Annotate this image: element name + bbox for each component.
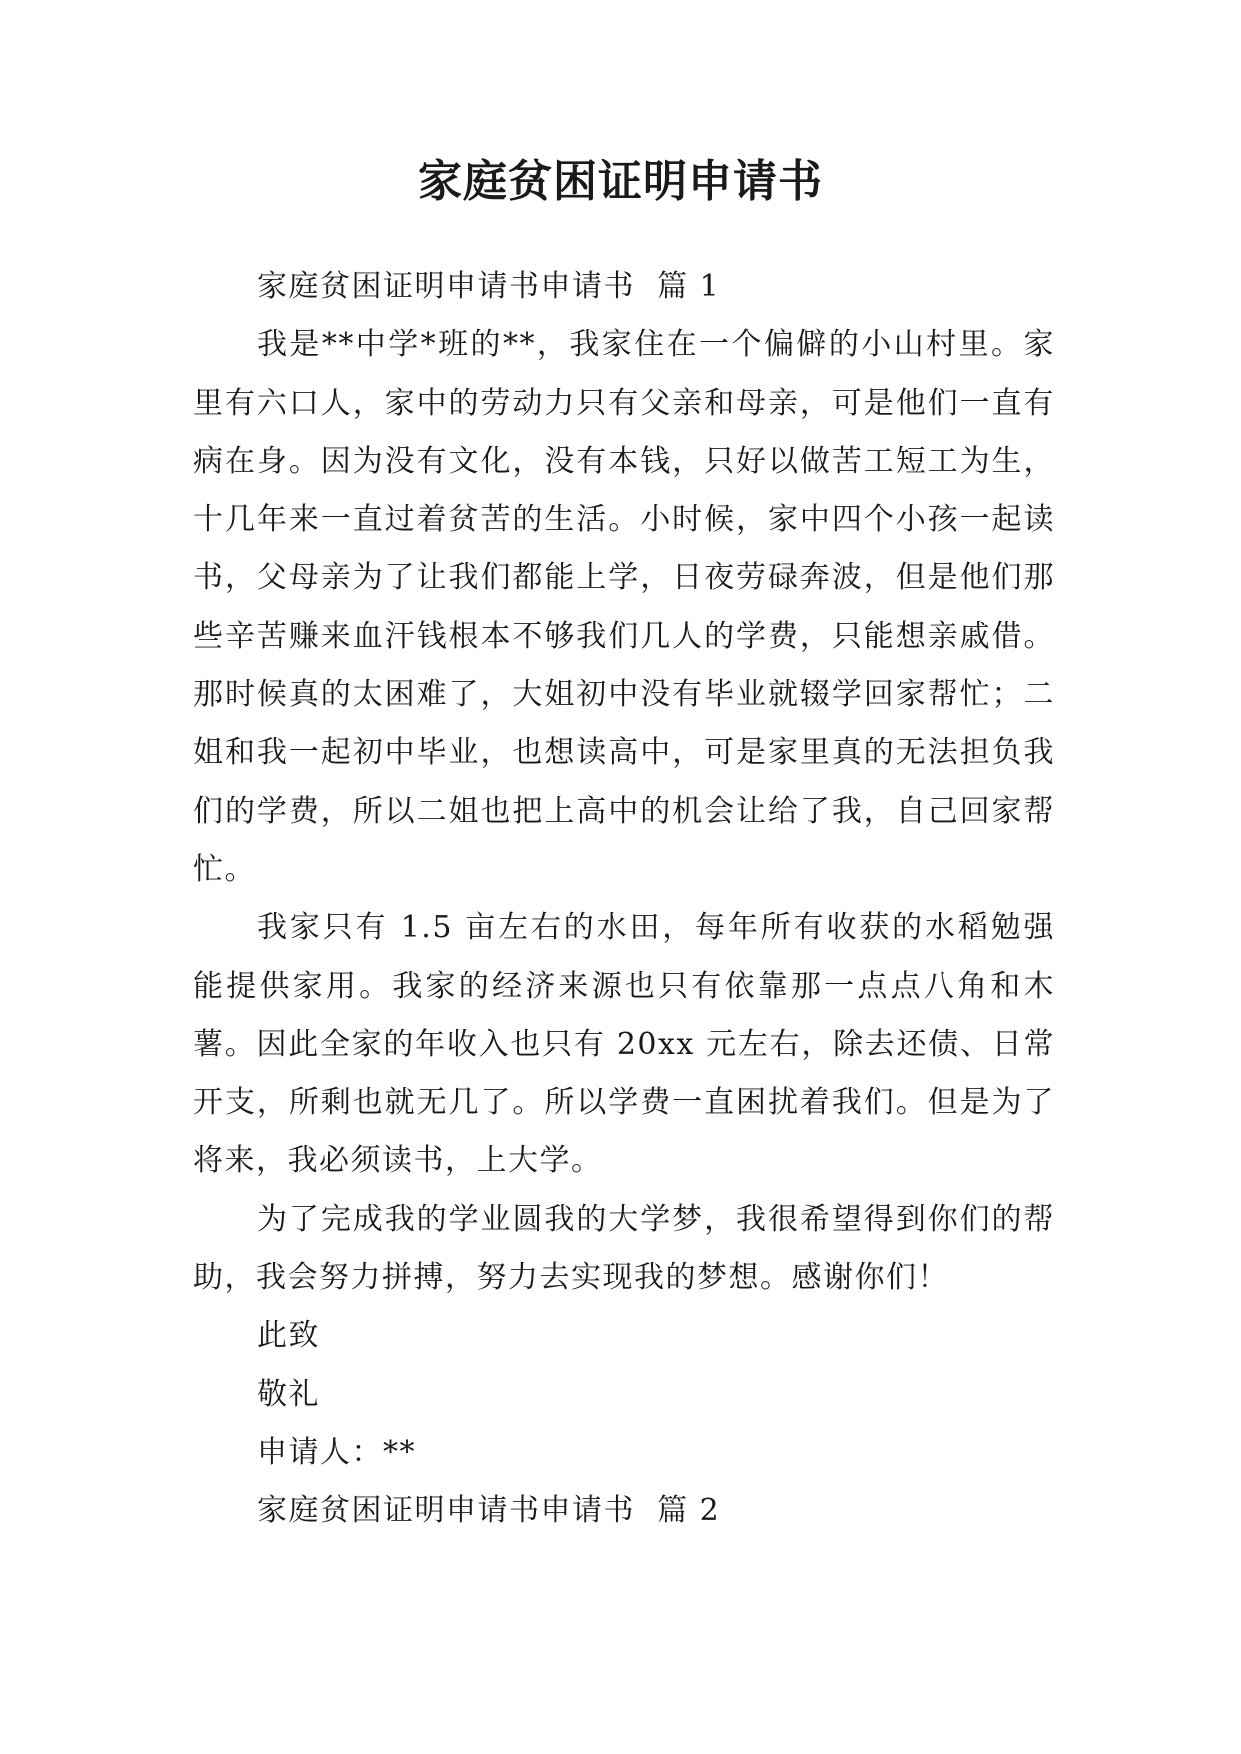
- closing-salutation: 此致: [257, 1318, 320, 1354]
- paragraph-2: 我家只有 1.5 亩左右的水田，每年所有收获的水稻勉强能提供家用。我家的经济来源也只有依靠那一点点八角和木薯。因此全家的年收入也只有 20xx 元左右，除去还债、日常开支，所剩也就无几了。所以学费一直困扰着我们。但是为了将来，我必须读书，上大学。: [193, 910, 1055, 1179]
- paragraph-3: 为了完成我的学业圆我的大学梦，我很希望得到你们的帮助，我会努力拼搏，努力去实现我的梦想。感谢你们！: [193, 1201, 1055, 1296]
- document-body: [193, 258, 1055, 1541]
- section-heading-1: 家庭贫困证明申请书申请书 篇 1: [257, 269, 721, 304]
- section-heading-2: 家庭贫困证明申请书申请书 篇 2: [257, 1493, 721, 1529]
- applicant-signature: 申请人：**: [257, 1434, 416, 1470]
- closing-regards: 敬礼: [257, 1376, 320, 1412]
- document-title: 家庭贫困证明申请书: [418, 156, 823, 207]
- paragraph-1: 我是**中学*班的**，我家住在一个偏僻的小山村里。家里有六口人，家中的劳动力只有父亲和母亲，可是他们一直有病在身。因为没有文化，没有本钱，只好以做苦工短工为生，十几年来一直过着贫苦的生活。小时候，家中四个小孩一起读书，父母亲为了让我们都能上学，日夜劳碌奔波，但是他们那些辛苦赚来血汗钱根本不够我们几人的学费，只能想亲戚借。那时候真的太困难了，大姐初中没有毕业就辍学回家帮忙；二姐和我一起初中毕业，也想读高中，可是家里真的无法担负我们的学费，所以二姐也把上高中的机会让给了我，自己回家帮忙。: [193, 327, 1055, 887]
